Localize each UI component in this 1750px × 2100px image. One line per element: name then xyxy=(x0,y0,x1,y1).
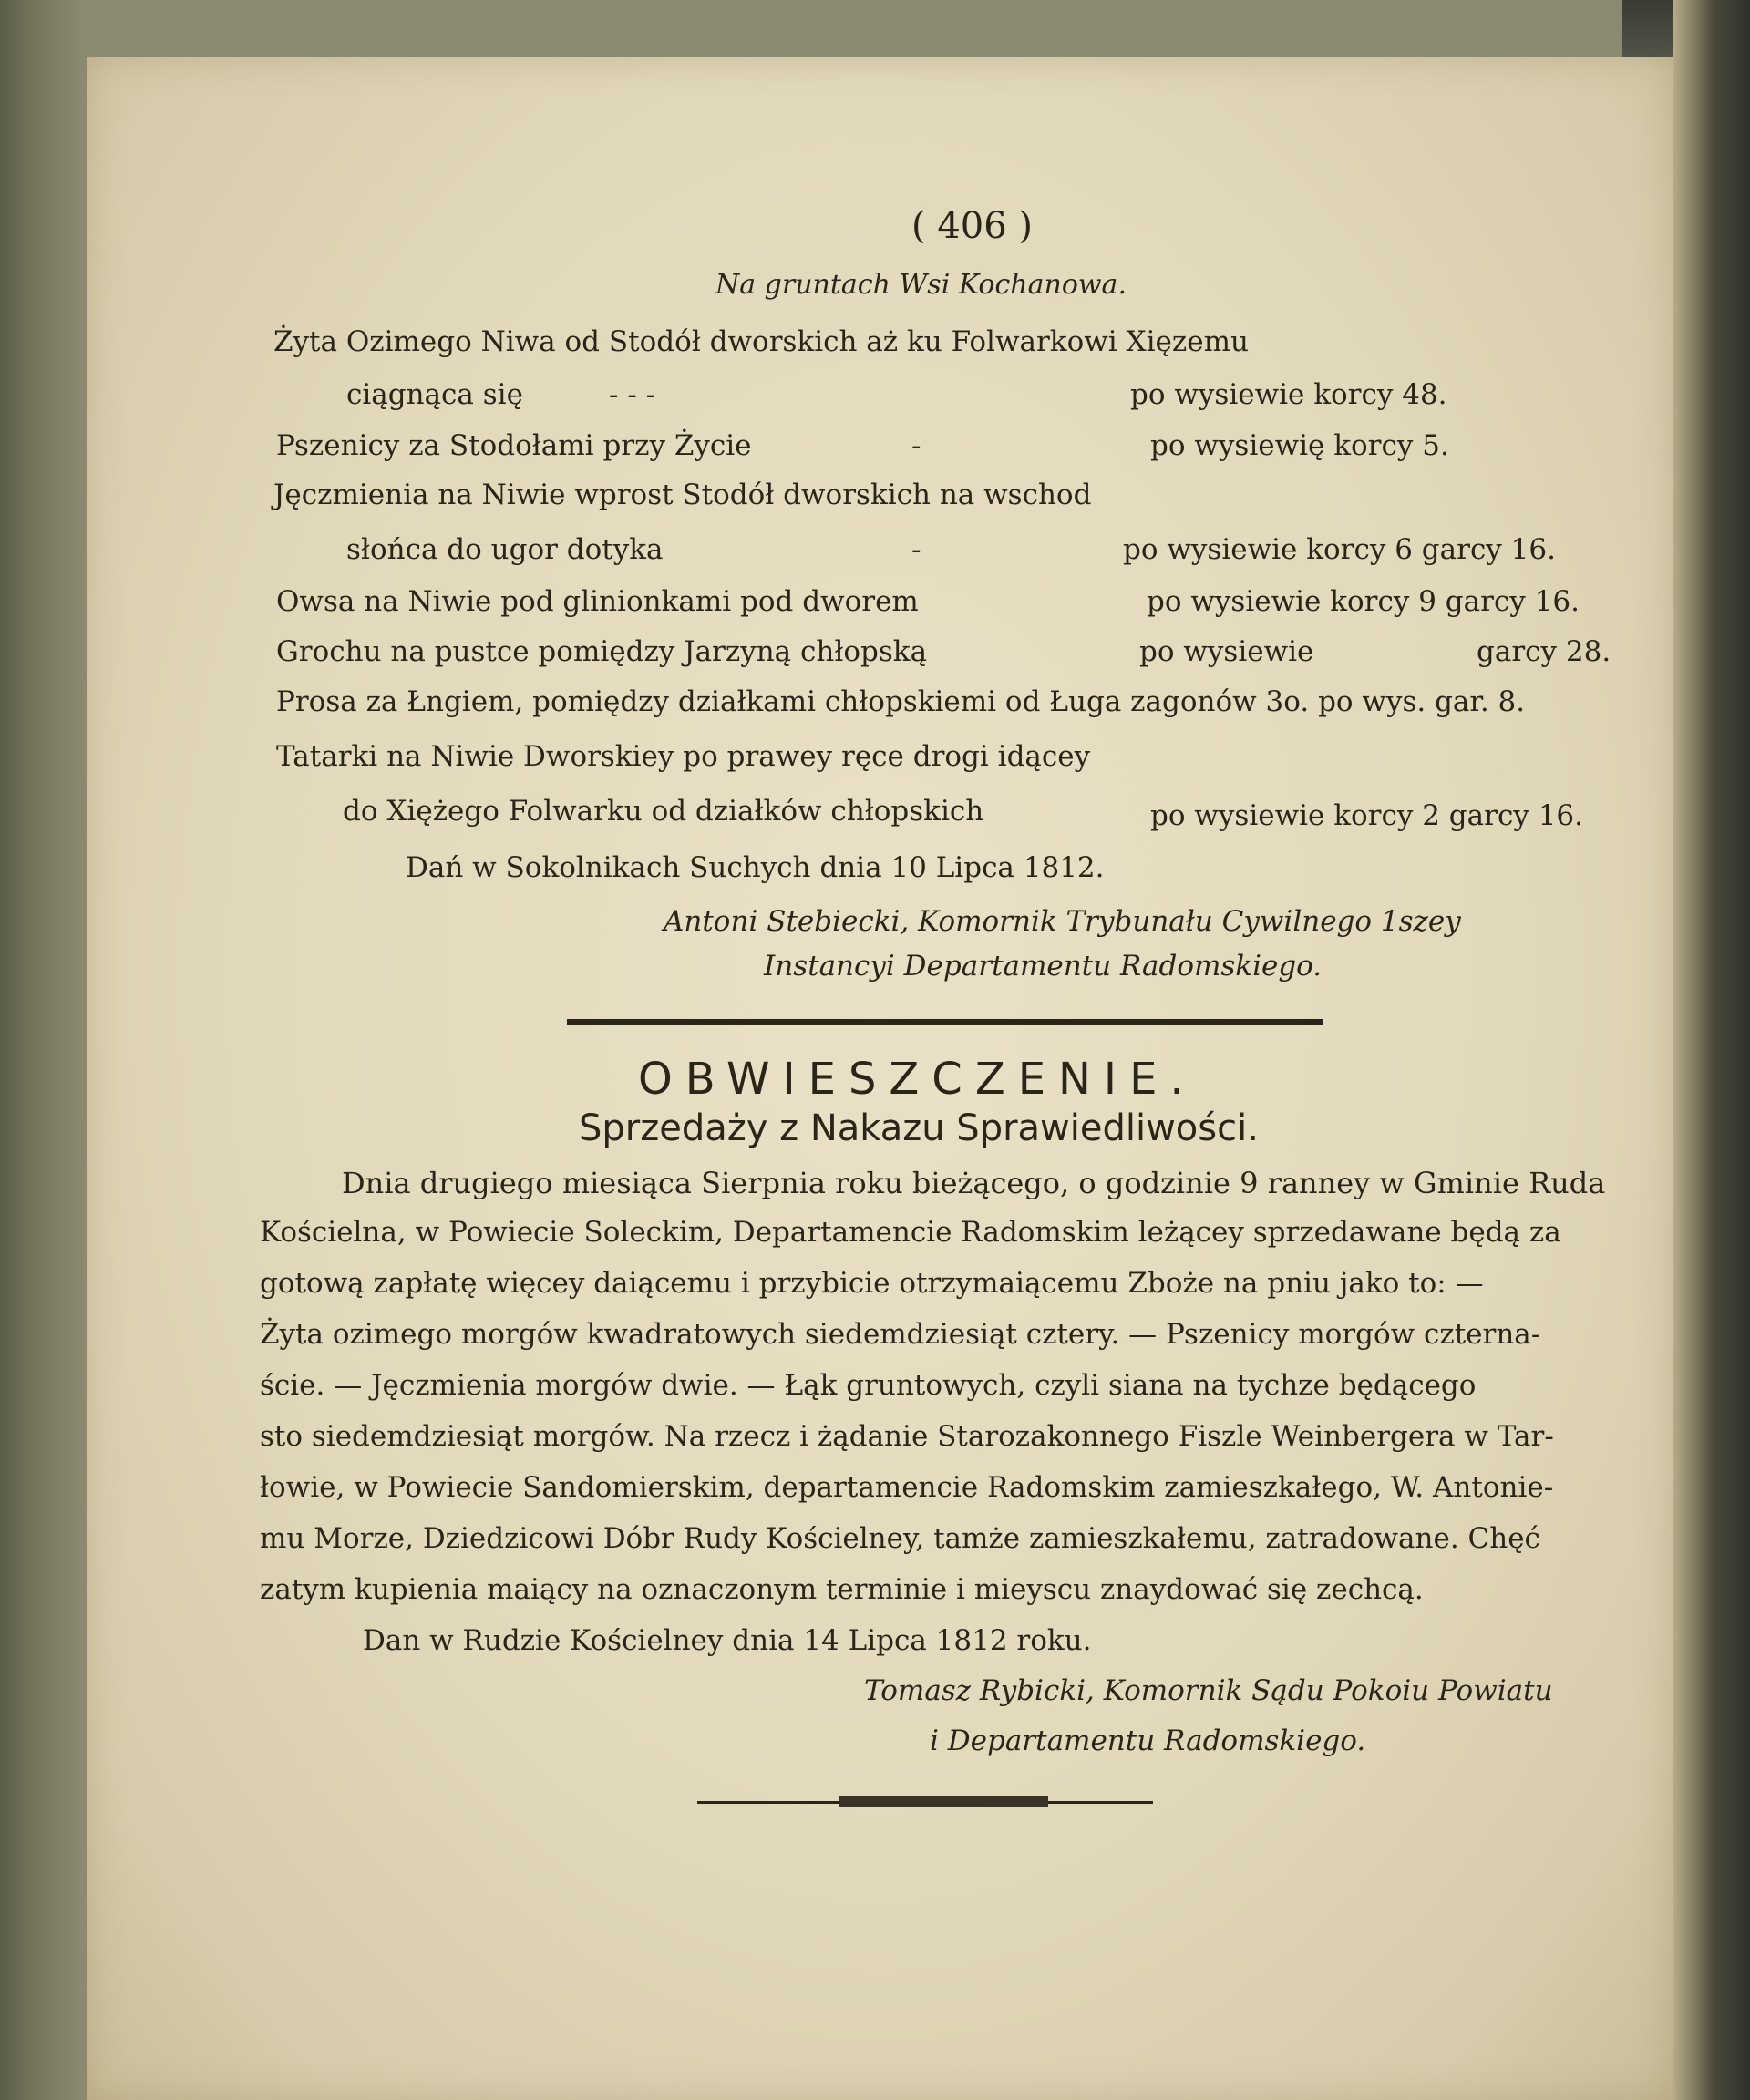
crop-peas-sowing: po wysiewie xyxy=(1139,635,1314,668)
crop-wheat-desc: Pszenicy za Stodołami przy Życie xyxy=(276,429,752,462)
book-spine xyxy=(1673,0,1750,2100)
notice-line: sto siedemdziesiąt morgów. Na rzecz i żądanie Starozakonnego Fiszle Weinbergera w Tar- xyxy=(260,1420,1554,1453)
notice-line: Kościelna, w Powiecie Soleckim, Departamencie Radomskim leżącey sprzedawane będą za xyxy=(260,1216,1561,1249)
crop-rye-sowing: po wysiewie korcy 48. xyxy=(1130,378,1447,411)
notice-title: OBWIESZCZENIE. xyxy=(638,1054,1197,1105)
crop-peas-desc: Grochu na pustce pomiędzy Jarzyną chłopską xyxy=(276,635,928,668)
crop-rye-dashes: - - - xyxy=(609,378,656,411)
section-heading: Na gruntach Wsi Kochanowa. xyxy=(715,269,1127,301)
crop-peas-sowing2: garcy 28. xyxy=(1477,635,1611,668)
page-number: ( 406 ) xyxy=(911,205,1033,247)
notice-subtitle: Sprzedaży z Nakazu Sprawiedliwości. xyxy=(579,1107,1259,1149)
signature-1-line-2: Instancyi Departamentu Radomskiego. xyxy=(764,950,1323,983)
date-line-1: Dań w Sokolnikach Suchych dnia 10 Lipca 1812. xyxy=(406,851,1105,884)
date-line-2: Dan w Rudzie Kościelney dnia 14 Lipca 1812 roku. xyxy=(363,1624,1092,1657)
crop-rye-desc: Żyta Ozimego Niwa od Stodół dworskich aż ku Folwarkowi Xięzemu xyxy=(273,325,1249,358)
signature-2-line-1: Tomasz Rybicki, Komornik Sądu Pokoiu Powiatu xyxy=(864,1674,1553,1707)
signature-2-line-2: i Departamentu Radomskiego. xyxy=(930,1724,1366,1757)
notice-line: zatym kupienia maiący na oznaczonym terminie i mieyscu znaydować się zechcą. xyxy=(260,1573,1424,1606)
crop-buckwheat-desc2: do Xiężego Folwarku od działków chłopskich xyxy=(343,795,984,828)
crop-barley-dashes: - xyxy=(911,533,921,566)
ornament-bar xyxy=(839,1796,1048,1807)
crop-barley-desc2: słońca do ugor dotyka xyxy=(346,533,664,566)
crop-buckwheat-sowing: po wysiewie korcy 2 garcy 16. xyxy=(1150,799,1583,832)
signature-1-line-1: Antoni Stebiecki, Komornik Trybunału Cywilnego 1szey xyxy=(664,905,1461,938)
crop-barley-desc: Jęczmienia na Niwie wprost Stodół dworskich na wschod xyxy=(273,479,1092,511)
crop-oats-desc: Owsa na Niwie pod glinionkami pod dworem xyxy=(276,585,919,618)
notice-line: ście. — Jęczmienia morgów dwie. — Łąk gruntowych, czyli siana na tychze będącego xyxy=(260,1369,1477,1402)
crop-wheat-dashes: - xyxy=(911,429,921,462)
notice-line: Dnia drugiego miesiąca Sierpnia roku bieżącego, o godzinie 9 ranney w Gminie Ruda xyxy=(342,1166,1606,1200)
crop-wheat-sowing: po wysiewię korcy 5. xyxy=(1150,429,1449,462)
crop-buckwheat-desc: Tatarki na Niwie Dworskiey po prawey ręce drogi idącey xyxy=(276,740,1091,773)
notice-line: Żyta ozimego morgów kwadratowych siedemdziesiąt cztery. — Pszenicy morgów czterna- xyxy=(260,1318,1541,1351)
crop-rye-desc2: ciągnąca się xyxy=(346,378,523,411)
notice-line: gotową zapłatę więcey daiącemu i przybicie otrzymaiącemu Zboże na pniu jako to: — xyxy=(260,1267,1484,1300)
notice-line: mu Morze, Dziedzicowi Dóbr Rudy Kościelney, tamże zamieszkałemu, zatradowane. Chęć xyxy=(260,1522,1540,1555)
crop-millet-desc: Prosa za Łngiem, pomiędzy działkami chłopskiemi od Ługa zagonów 3o. po wys. gar. 8. xyxy=(276,685,1526,718)
notice-line: łowie, w Powiecie Sandomierskim, departamencie Radomskim zamieszkałego, W. Antonie- xyxy=(260,1471,1554,1504)
separator-rule xyxy=(567,1019,1323,1025)
crop-barley-sowing: po wysiewie korcy 6 garcy 16. xyxy=(1123,533,1556,566)
crop-oats-sowing: po wysiewie korcy 9 garcy 16. xyxy=(1147,585,1580,618)
